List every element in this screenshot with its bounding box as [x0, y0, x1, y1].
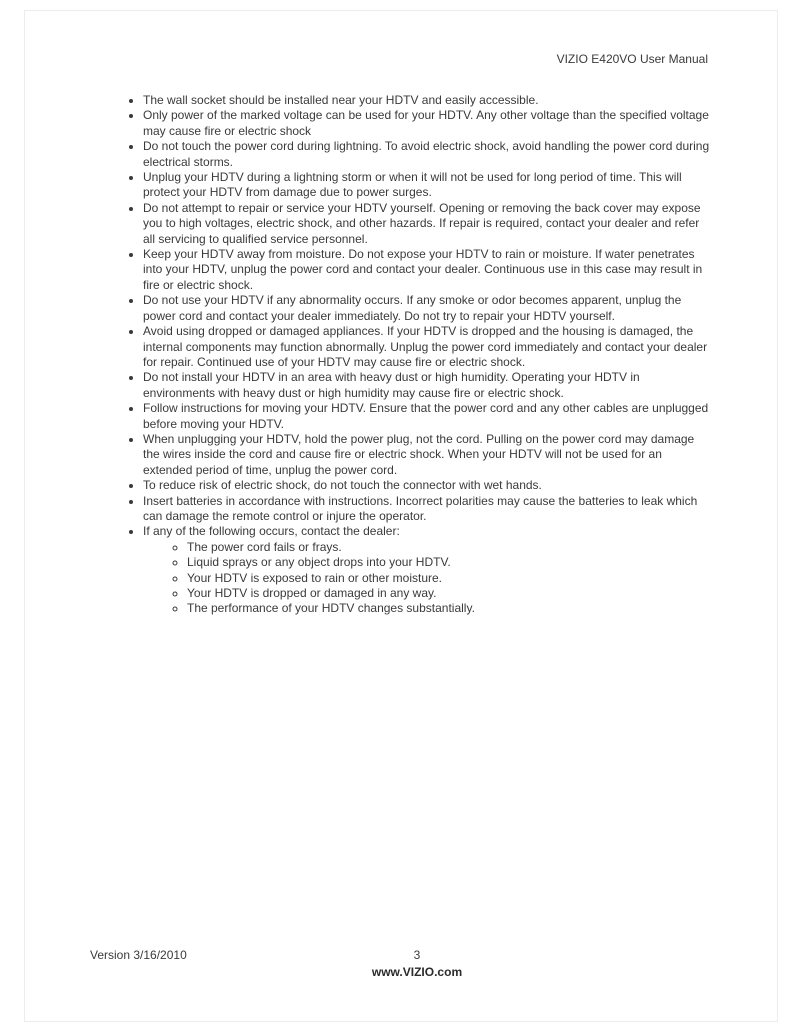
bullet-item: • Avoid using dropped or damaged appliances. If your HDTV is dropped and the housing is damaged, the internal components may function abnormally. Unplug the power cord immediately and contact your dealer for repair. Continued use of your HDTV may cause fire or electric shock. [143, 324, 714, 370]
sub-bullet-item: ◦ Liquid sprays or any object drops into your HDTV. [187, 555, 714, 570]
bullet-item: • If any of the following occurs, contact the dealer: ◦ The power cord fails or frays. ◦ Liquid sprays or any object drops into your HDTV. ◦ Your HDTV is exposed to rain or other moisture. ◦ Your HDTV is dropped or damaged in any way. ◦ The performance of your HDTV changes substantially. [143, 524, 714, 616]
bullet-item: • Do not attempt to repair or service your HDTV yourself. Opening or removing the back cover may expose you to high voltages, electric shock, and other hazards. If repair is required, contact your dealer and refer all servicing to qualified service personnel. [143, 201, 714, 247]
bullet-item: • When unplugging your HDTV, hold the power plug, not the cord. Pulling on the power cord may damage the wires inside the cord and cause fire or electric shock. When your HDTV will not be used for an extended period of time, unplug the power cord. [143, 432, 714, 478]
sub-bullet-item: ◦ Your HDTV is exposed to rain or other moisture. [187, 571, 714, 586]
sub-bullet-item: ◦ Your HDTV is dropped or damaged in any way. [187, 586, 714, 601]
bullet-item: • Unplug your HDTV during a lightning storm or when it will not be used for long period of time. This will protect your HDTV from damage due to power surges. [143, 170, 714, 201]
bullet-list [90, 93, 714, 617]
sub-bullet-item: ◦ The power cord fails or frays. [187, 540, 714, 555]
header-title: VIZIO E420VO User Manual [556, 52, 708, 66]
bullet-item: • Do not use your HDTV if any abnormality occurs. If any smoke or odor becomes apparent, unplug the power cord and contact your dealer immediately. Do not try to repair your HDTV yourself. [143, 293, 714, 324]
bullet-item: • Keep your HDTV away from moisture. Do not expose your HDTV to rain or moisture. If water penetrates into your HDTV, unplug the power cord and contact your dealer. Continuous use in this case may result in fire or electric shock. [143, 247, 714, 293]
sub-bullet-item: ◦ The performance of your HDTV changes substantially. [187, 601, 714, 616]
page-number: 3 [413, 948, 421, 962]
page-footer [90, 948, 708, 981]
bullet-item: • Insert batteries in accordance with instructions. Incorrect polarities may cause the batteries to leak which can damage the remote control or injure the operator. [143, 494, 714, 525]
footer-row [90, 948, 708, 963]
bullet-item: • The wall socket should be installed near your HDTV and easily accessible. [143, 93, 714, 108]
bullet-item: • Do not touch the power cord during lightning. To avoid electric shock, avoid handling the power cord during electrical storms. [143, 139, 714, 170]
website-text: www.VIZIO.com [371, 965, 463, 980]
version-text: Version 3/16/2010 [90, 948, 187, 962]
bullet-item: • To reduce risk of electric shock, do not touch the connector with wet hands. [143, 478, 714, 493]
bullet-item: • Do not install your HDTV in an area with heavy dust or high humidity. Operating your HDTV in environments with heavy dust or high humidity may cause fire or electric shock. [143, 370, 714, 401]
page-header [90, 52, 708, 67]
bullet-item: • Only power of the marked voltage can be used for your HDTV. Any other voltage than the specified voltage may cause fire or electric shock [143, 108, 714, 139]
sub-bullet-list [143, 540, 714, 617]
bullet-item: • Follow instructions for moving your HDTV. Ensure that the power cord and any other cables are unplugged before moving your HDTV. [143, 401, 714, 432]
